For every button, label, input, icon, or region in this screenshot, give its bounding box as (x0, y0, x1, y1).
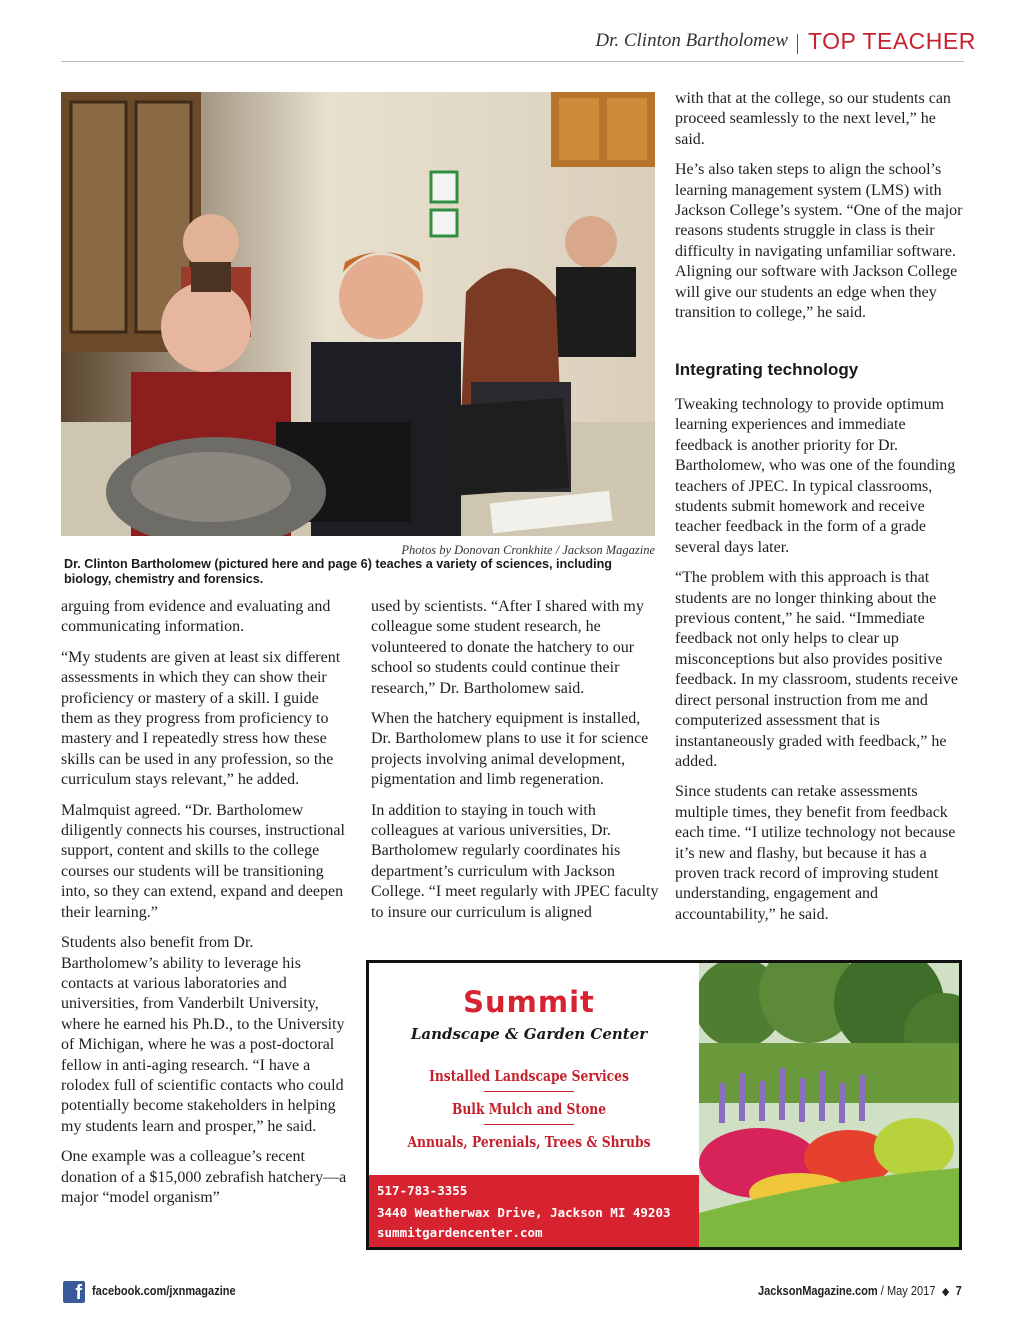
paragraph: “The problem with this approach is that students are no longer thinking about the previous content,” he said. “Immediate feedback not only helps to clear up misconceptions but also provides positive feedback. In my classroom, students receive direct personal instruction from me and computerized assessment that is instantaneously graded with feedback,” he added. (675, 569, 959, 770)
article-column-1 (61, 597, 351, 1218)
garden-image (699, 963, 959, 1247)
page-number: 7 (955, 1283, 962, 1298)
paragraph: used by scientists. “After I shared with my colleague some student research, he volunteered to donate the hatchery to our school so students could continue their research,” Dr. Bartholomew said. (371, 598, 644, 697)
paragraph: arguing from evidence and evaluating and communicating information. (61, 598, 331, 636)
section-title: TOP TEACHER (808, 28, 976, 54)
paragraph: Malmquist agreed. “Dr. Bartholomew diligently connects his courses, instructional support, content and skills to the college courses our students will be transitioning into, so they can extend, expand and deepen their learning.” (61, 801, 345, 921)
ad-service: Bulk Mulch and Stone (451, 1100, 607, 1118)
article-column-3-top (675, 89, 965, 333)
paragraph: with that at the college, so our students can proceed seamlessly to the next level,” he said. (675, 90, 951, 148)
ad-separator (484, 1124, 574, 1125)
ad-address: 3440 Weatherwax Drive, Jackson MI 49203 (377, 1205, 671, 1220)
author-name: Dr. Clinton Bartholomew (595, 30, 788, 51)
issue-date: / May 2017 (881, 1283, 936, 1298)
header-divider (797, 34, 798, 54)
paragraph: Since students can retake assessments multiple times, they benefit from feedback each time. “I utilize technology not because it’s new and flashy, but because it has a proven track record of improving student understanding, engagement and accountability,” he said. (675, 783, 956, 923)
photo-caption: Dr. Clinton Bartholomew (pictured here and page 6) teaches a variety of sciences, including biology, chemistry and forensics. (64, 557, 612, 586)
article-column-3-bottom (675, 395, 965, 935)
facebook-icon[interactable]: f (63, 1281, 85, 1303)
photo-credit: Photos by Donovan Cronkhite / Jackson Magazine (401, 543, 655, 557)
paragraph: When the hatchery equipment is installed, Dr. Bartholomew plans to use it for science projects involving animal development, pigmentation and limb regeneration. (371, 710, 649, 789)
ad-website-link[interactable]: summitgardencenter.com (377, 1225, 543, 1240)
section-subhead: Integrating technology (675, 360, 859, 379)
paragraph: One example was a colleague’s recent donation of a $15,000 zebrafish hatchery—a major “model organism” (61, 1148, 347, 1206)
article-column-2 (371, 597, 661, 933)
ad-text-panel (369, 963, 749, 1247)
facebook-link[interactable]: facebook.com/jxnmagazine (92, 1283, 236, 1298)
ad-phone: 517-783-3355 (377, 1183, 468, 1198)
header-rule (61, 61, 964, 62)
ad-service: Installed Landscape Services (429, 1067, 629, 1085)
paragraph: Students also benefit from Dr. Bartholomew’s ability to leverage his contacts at various laboratories and universities, from Vanderbilt University, where he earned his Ph.D., to the University of Michigan, where he was a post-doctoral fellow in anti-aging research. “I have a rolodex full of scientific contacts who could potentially become stakeholders in helping my students learn and prosper,” he said. (61, 934, 345, 1135)
paragraph: “My students are given at least six different assessments in which they can show their proficiency or mastery of a skill. I guide them as they progress from proficiency to mastery and I repeatedly stress how these skills can be used in any profession, so the curriculum stays relevant,” he added. (61, 648, 341, 789)
paragraph: Tweaking technology to provide optimum learning experiences and immediate feedback is another priority for Dr. Bartholomew, who was one of the founding teachers of JPEC. In typical classrooms, students submit homework and receive teacher feedback in the form of a grade several days later. (675, 396, 956, 556)
paragraph: In addition to staying in touch with colleagues at various universities, Dr. Bartholomew regularly coordinates his department’s curriculum with Jackson College. “I meet regularly with JPEC faculty to insure our curriculum is aligned (371, 801, 659, 921)
ad-service: Annuals, Perenials, Trees & Shrubs (407, 1133, 651, 1151)
site-link[interactable]: JacksonMagazine.com (758, 1283, 878, 1298)
ad-brand-logo: Summit (463, 985, 595, 1019)
classroom-photo (61, 92, 655, 536)
summit-advertisement[interactable] (366, 960, 962, 1250)
footer-right (758, 1283, 962, 1298)
diamond-icon: ◆ (942, 1286, 950, 1298)
paragraph: He’s also taken steps to align the school’s learning management system (LMS) with Jackson College’s system. “One of the major reasons students struggle in class is their difficulty in navigating unfamiliar software. Aligning our software with Jackson College will give our students an edge when they transition to college,” he said. (675, 161, 963, 322)
ad-separator (484, 1091, 574, 1092)
ad-tagline: Landscape & Garden Center (410, 1025, 648, 1043)
